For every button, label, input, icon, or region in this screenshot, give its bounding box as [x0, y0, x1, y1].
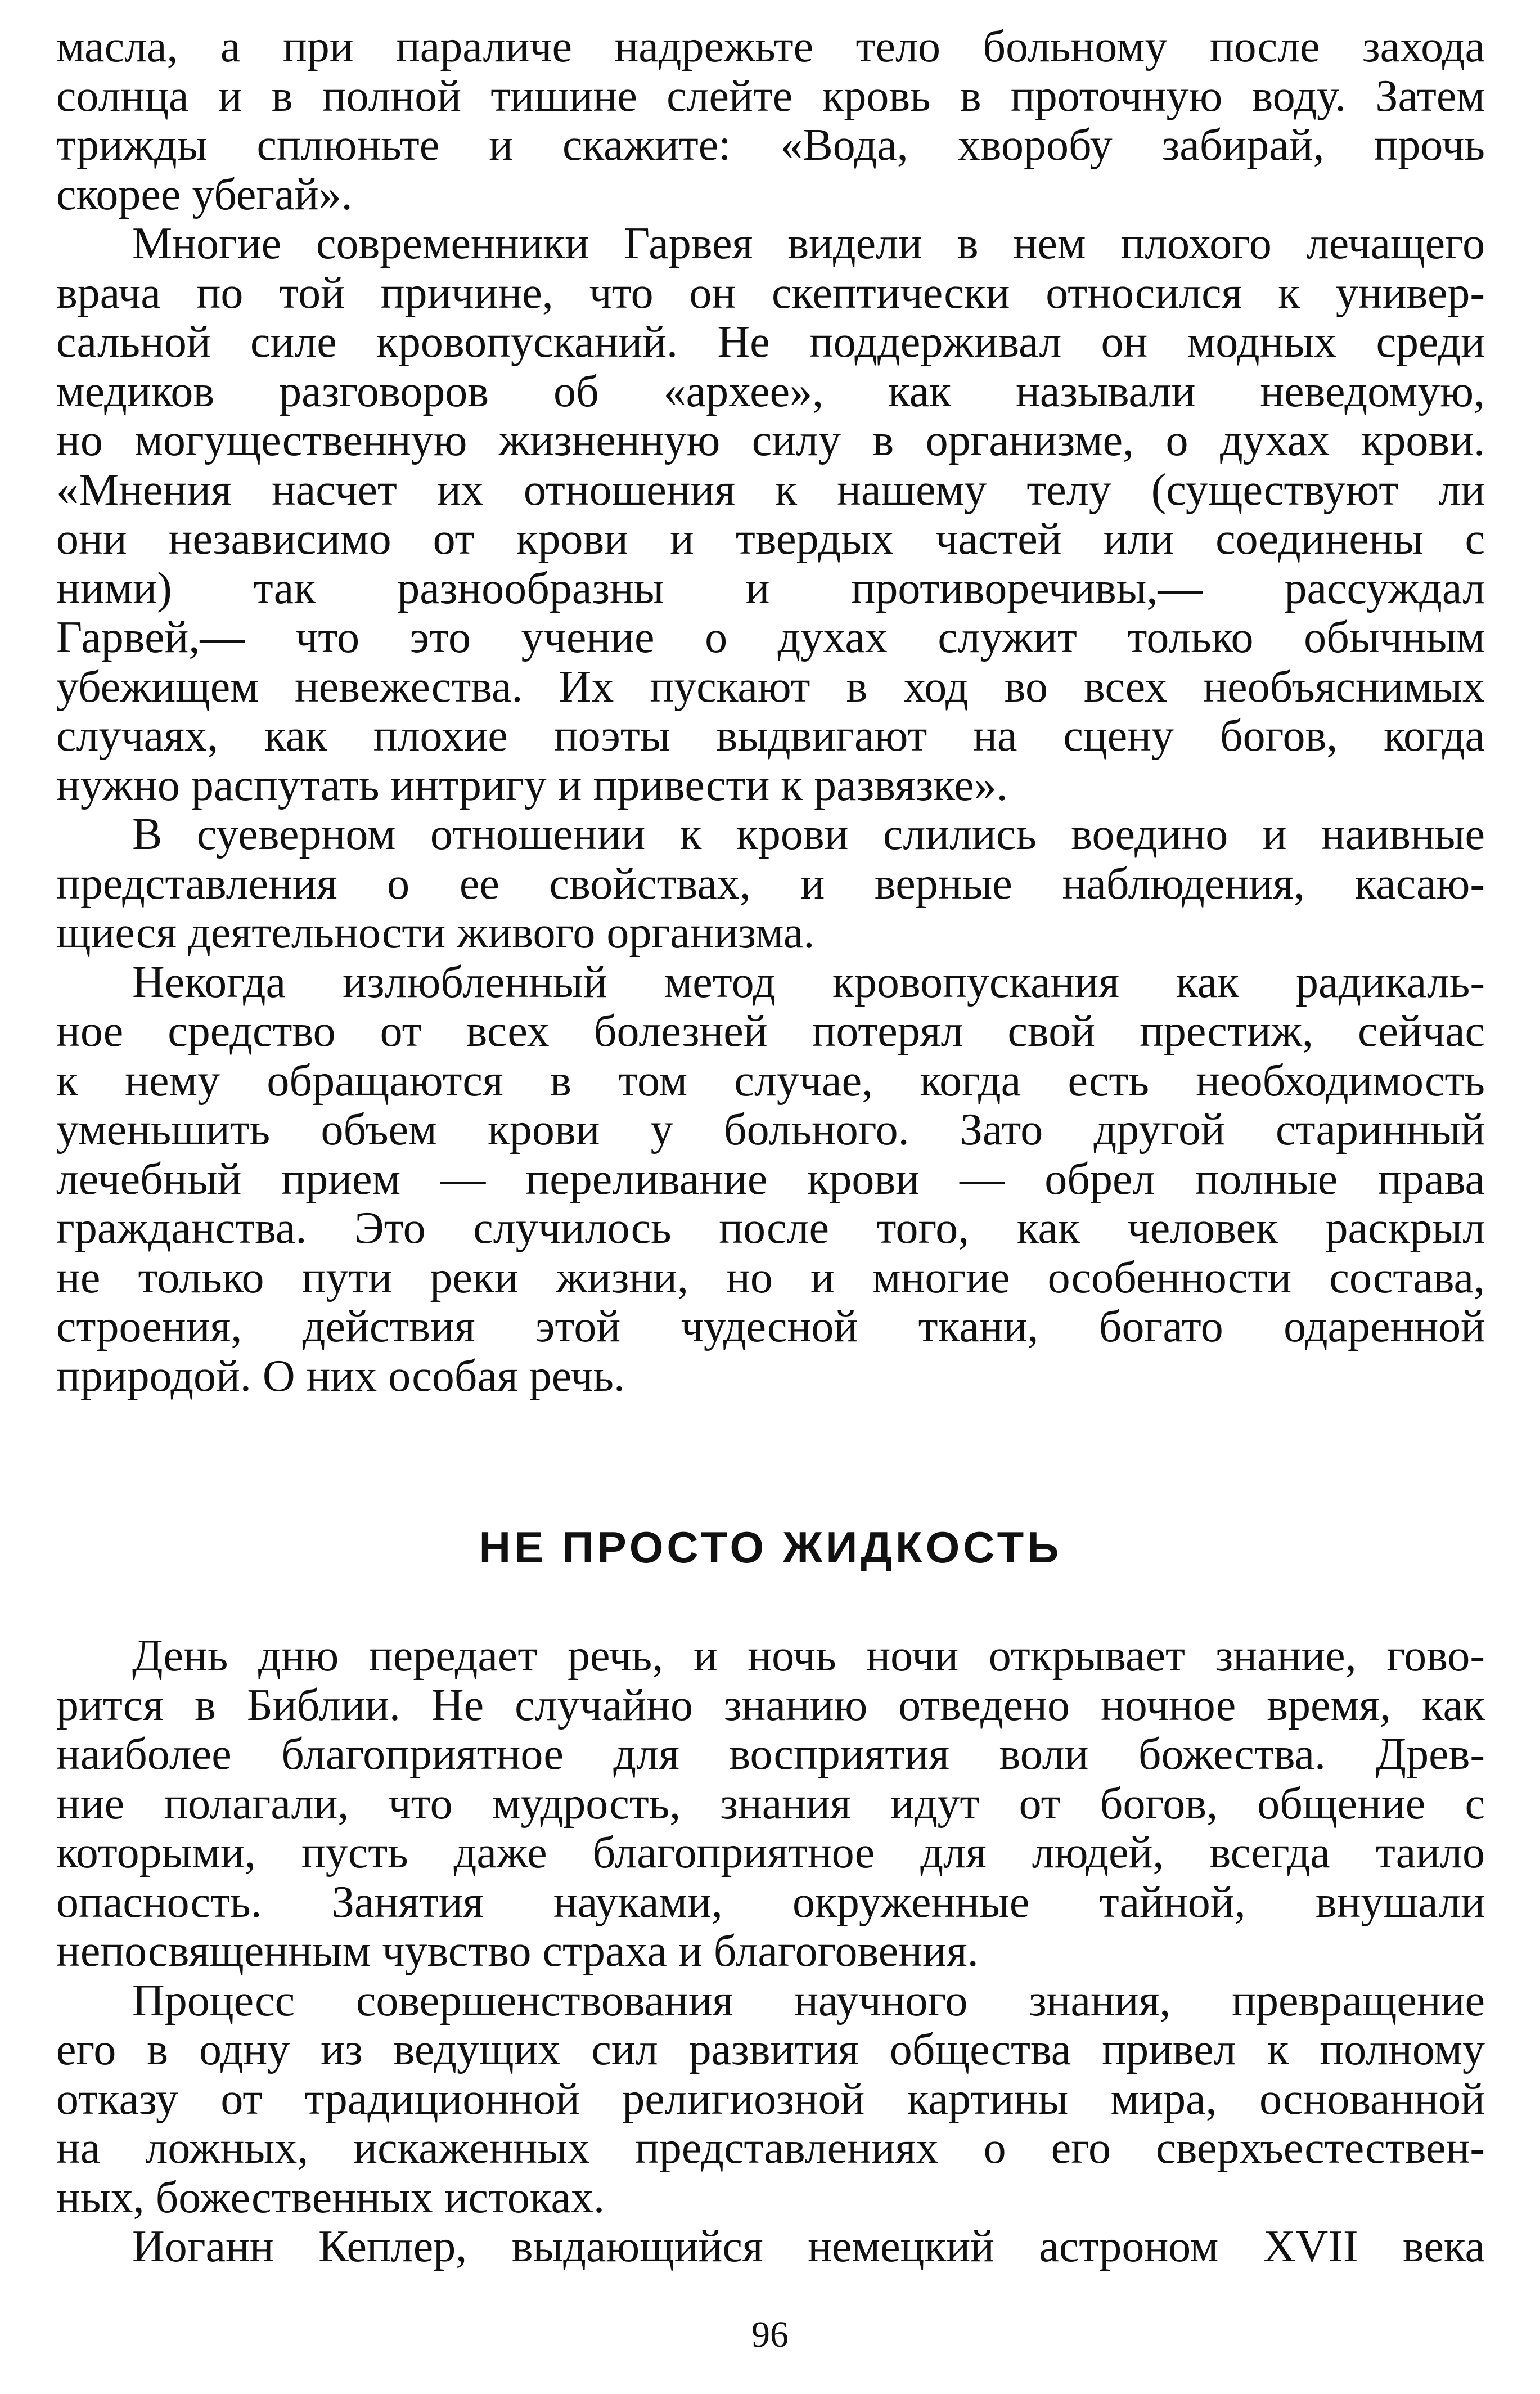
text-line: нужно распутать интригу и привести к развязке». [56, 761, 1008, 810]
text-line: представления о ее свойствах, и верные наблюдения, касаю- [56, 859, 1485, 909]
text-line: лечебный прием — переливание крови — обрел полные права [56, 1155, 1485, 1204]
text-line: его в одну из ведущих сил развития общества привел к полному [56, 2025, 1485, 2074]
section-heading: НЕ ПРОСТО ЖИДКОСТЬ [479, 1522, 1062, 1572]
text-line: трижды сплюньте и скажите: «Вода, хворобу забирай, прочь [56, 121, 1485, 170]
text-line: но могущественную жизненную силу в организме, о духах крови. [56, 416, 1485, 465]
page-number: 96 [751, 2314, 789, 2355]
text-line: уменьшить объем крови у больного. Зато другой старинный [56, 1106, 1485, 1155]
text-line: непосвященным чувство страха и благоговения. [56, 1927, 979, 1976]
text-block-bottom [56, 1632, 1485, 2272]
text-line: отказу от традиционной религиозной картины мира, основанной [56, 2074, 1485, 2124]
paragraph [56, 810, 1485, 958]
paragraph [56, 219, 1485, 810]
text-line: День дню передает речь, и ночь ночи открывает знание, гово- [132, 1632, 1485, 1681]
text-line: Иоганн Кеплер, выдающийся немецкий астроном XVII века [132, 2222, 1485, 2271]
text-line: гражданства. Это случилось после того, как человек раскрыл [56, 1204, 1485, 1253]
paragraph [56, 1977, 1485, 2223]
text-line: которыми, пусть даже благоприятное для людей, всегда таило [56, 1829, 1485, 1878]
paragraph [56, 2222, 1485, 2272]
text-line: природой. О них особая речь. [56, 1351, 625, 1401]
paragraph [56, 958, 1485, 1402]
text-line: случаях, как плохие поэты выдвигают на сцену богов, когда [56, 712, 1485, 761]
text-line: к нему обращаются в том случае, когда есть необходимость [56, 1056, 1485, 1106]
text-line: строения, действия этой чудесной ткани, богато одаренной [56, 1302, 1485, 1351]
text-line: Многие современники Гарвея видели в нем плохого лечащего [132, 219, 1485, 268]
text-line: щиеся деятельности живого организма. [56, 909, 815, 958]
text-line: убежищем невежества. Их пускают в ход во всех необъяснимых [56, 662, 1485, 712]
text-line: на ложных, искаженных представлениях о его сверхъестествен- [56, 2124, 1485, 2173]
text-line: ними) так разнообразны и противоречивы,— рассуждал [56, 564, 1485, 613]
text-line: масла, а при параличе надрежьте тело больному после захода [56, 23, 1485, 71]
text-line: Гарвей,— что это учение о духах служит только обычным [56, 613, 1485, 662]
text-line: опасность. Занятия науками, окруженные тайной, внушали [56, 1878, 1485, 1927]
text-line: медиков разговоров об «архее», как называли неведомую, [56, 367, 1485, 416]
text-line: наиболее благоприятное для восприятия воли божества. Древ- [56, 1730, 1485, 1779]
text-line: Процесс совершенствования научного знания, превращение [132, 1976, 1485, 2025]
text-line: скорее убегай». [56, 170, 353, 219]
text-block-top [56, 23, 1485, 1401]
text-line: «Мнения насчет их отношения к нашему телу (существуют ли [56, 465, 1485, 515]
text-line: солнца и в полной тишине слейте кровь в проточную воду. Затем [56, 71, 1485, 121]
text-line: Некогда излюбленный метод кровопускания как радикаль- [132, 958, 1485, 1007]
text-line: врача по той причине, что он скептически относился к универ- [56, 268, 1485, 318]
text-line: ное средство от всех болезней потерял свой престиж, сейчас [56, 1007, 1485, 1056]
text-line: В суеверном отношении к крови слились воедино и наивные [132, 810, 1485, 859]
text-line: сальной силе кровопусканий. Не поддерживал он модных среди [56, 318, 1485, 367]
paragraph [56, 1632, 1485, 1977]
paragraph [56, 23, 1485, 219]
text-line: они независимо от крови и твердых частей или соединены с [56, 515, 1485, 564]
text-line: ние полагали, что мудрость, знания идут от богов, общение с [56, 1779, 1485, 1829]
text-line: ных, божественных истоках. [56, 2173, 605, 2222]
text-line: не только пути реки жизни, но и многие особенности состава, [56, 1253, 1485, 1302]
text-line: рится в Библии. Не случайно знанию отведено ночное время, как [56, 1681, 1485, 1730]
